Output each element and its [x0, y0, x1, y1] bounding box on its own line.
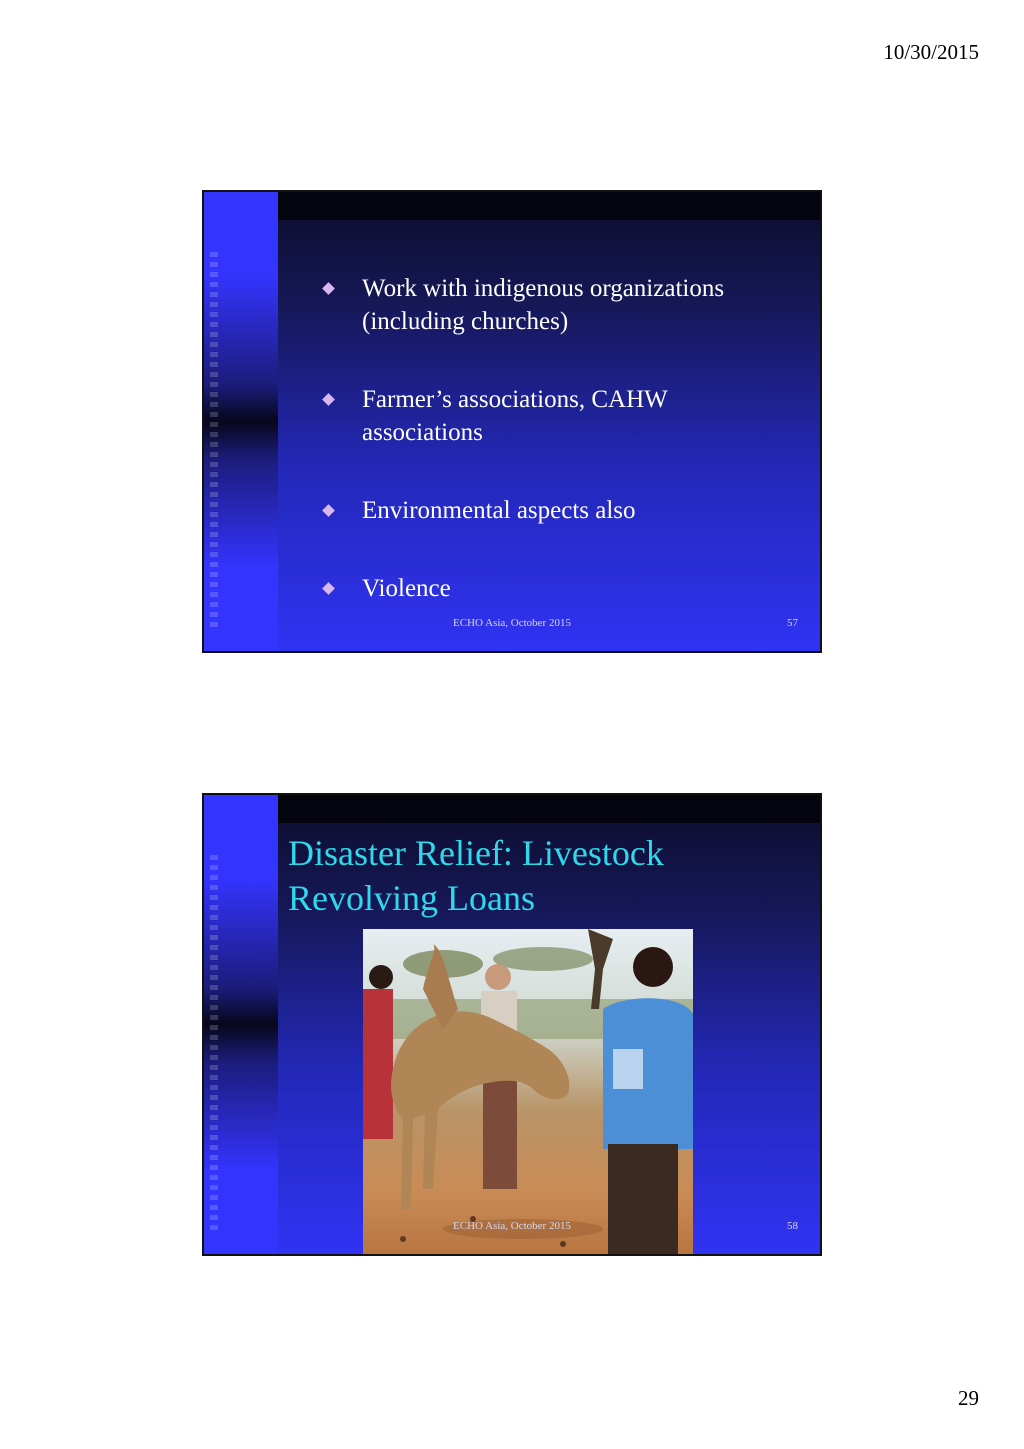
camel-photo-illustration — [363, 929, 693, 1256]
slide-sidebar-pattern — [210, 855, 218, 1235]
slide-footer — [204, 1220, 820, 1236]
page-number: 29 — [958, 1386, 979, 1410]
slide-top-band — [278, 192, 820, 220]
bullet-text: Farmer’s associations, CAHW associations — [362, 386, 668, 446]
bullet-list — [316, 272, 786, 605]
bullet-item — [316, 572, 786, 605]
bullet-item — [316, 383, 786, 449]
slide-footer — [204, 617, 820, 633]
page-date: 10/30/2015 — [883, 40, 979, 64]
camel-photo — [363, 929, 693, 1256]
bullet-item — [316, 272, 786, 338]
slide-number: 57 — [787, 617, 798, 629]
diamond-bullet-icon — [322, 282, 335, 295]
diamond-bullet-icon — [322, 504, 335, 517]
slide-57 — [202, 190, 822, 653]
slide-58 — [202, 793, 822, 1256]
bullet-text: Work with indigenous organizations (including churches) — [362, 275, 725, 335]
bullet-text: Violence — [362, 575, 451, 602]
bullet-text: Environmental aspects also — [362, 497, 636, 524]
slide-title: Disaster Relief: Livestock Revolving Loans — [288, 833, 664, 918]
slide-footer-text: ECHO Asia, October 2015 — [453, 1220, 571, 1232]
diamond-bullet-icon — [322, 393, 335, 406]
slide-number: 58 — [787, 1220, 798, 1232]
slide-top-band — [278, 795, 820, 823]
slide-sidebar-pattern — [210, 252, 218, 632]
bullet-item — [316, 494, 786, 527]
slide-footer-text: ECHO Asia, October 2015 — [453, 617, 571, 629]
diamond-bullet-icon — [322, 582, 335, 595]
